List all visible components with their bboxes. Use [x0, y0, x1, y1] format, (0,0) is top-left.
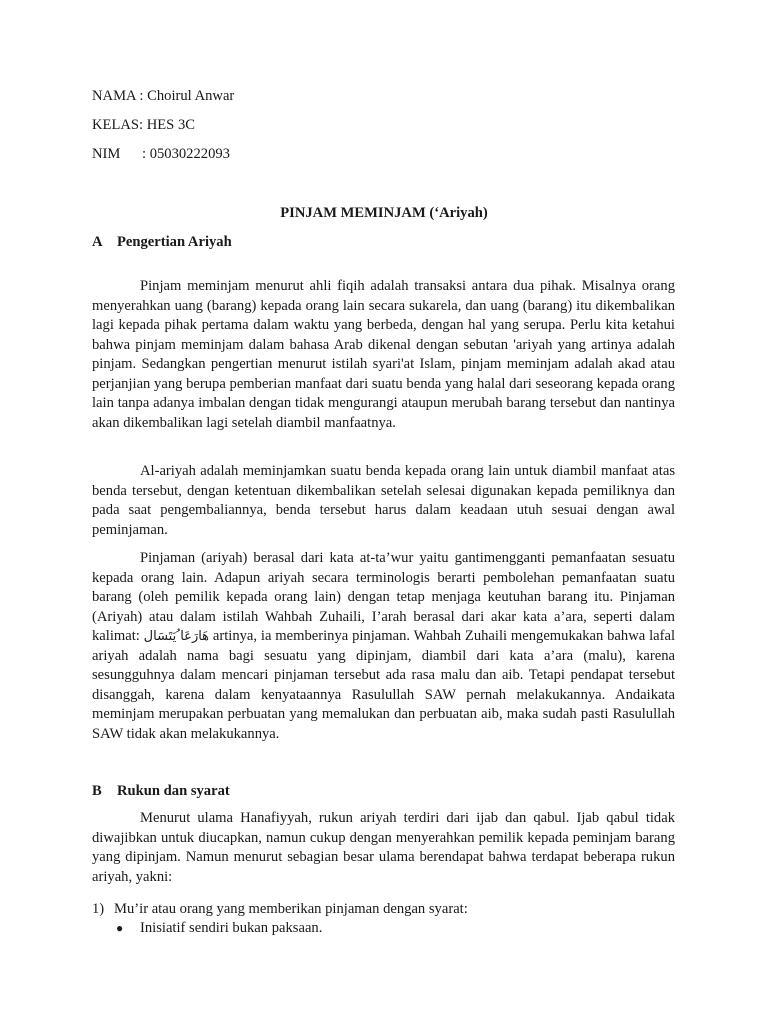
- document-title: PINJAM MEMINJAM (‘Ariyah): [280, 205, 488, 221]
- section-b-title: Rukun dan syarat: [117, 783, 230, 799]
- arabic-phrase: هَارَعَا ُيَتَسَال: [143, 629, 210, 644]
- student-nim: [92, 145, 230, 165]
- section-b-paragraph-1: Menurut ulama Hanafiyyah, rukun ariyah terdiri dari ijab dan qabul. Ijab qabul tidak diwajibkan untuk diucapkan, namun cukup dengan menyerahkan pemilik kepada peminjam barang yang dipinjam. Namun menurut sebagian besar ulama berendapat bahwa terdapat beberapa rukun ariyah, yakni:: [92, 810, 675, 885]
- section-a-letter: A: [92, 234, 103, 250]
- bullet-dot-icon: ●: [116, 921, 124, 935]
- section-a-paragraph-3: [92, 549, 675, 744]
- bullet-item: [116, 919, 322, 939]
- section-a-heading: [92, 233, 232, 253]
- student-class: KELAS: HES 3C: [92, 117, 195, 133]
- nim-value: : 05030222093: [142, 146, 230, 162]
- paragraph-3-text-end: artinya, ia memberinya pinjaman. Wahbah Zuhaili mengemukakan bahwa lafal ariyah adalah nama bagi sesuatu yang dipinjam, diambil dari kata a’ara (malu), karena sesungguhnya dalam mencari pinjaman tersebut ada rasa malu dan aib. Tetapi pendapat tersebut disanggah, karena dalam kenyataannya Rasulullah SAW pernah melakukannya. Andaikata meminjam merupakan perbuatan yang memalukan dan perbuatan aib, maka sudah pasti Rasulullah SAW tidak akan melakukannya.: [92, 628, 675, 742]
- bullet-item-text: Inisiatif sendiri bukan paksaan.: [140, 920, 323, 936]
- section-a-title: Pengertian Ariyah: [117, 234, 232, 250]
- list-item-text: Mu’ir atau orang yang memberikan pinjaman dengan syarat:: [114, 901, 468, 917]
- paragraph-3-text-start: Pinjaman (ariyah) berasal dari kata at-ta’wur yaitu gantimengganti pemanfaatan sesuatu kepada orang lain. Adapun ariyah secara terminologis berarti pembolehan pemanfaatan suatu barang (oleh pemilik kepada orang lain) dengan tetap menjaga keutuhan barang itu. Pinjaman (Ariyah) atau dalam istilah Wahbah Zuhaili, I’arah berasal dari akar kata a’ara, seperti dalam kalimat:: [92, 550, 675, 644]
- list-item-number: 1): [92, 901, 105, 917]
- list-item: [92, 900, 468, 920]
- section-b-heading: [92, 782, 230, 802]
- nim-label: NIM: [92, 146, 121, 162]
- section-b-letter: B: [92, 783, 102, 799]
- section-a-paragraph-1: Pinjam meminjam menurut ahli fiqih adalah transaksi antara dua pihak. Misalnya orang menyerahkan uang (barang) kepada orang lain secara sukarela, dan uang (barang) itu dikembalikan lagi kepada pihak pertama dalam waktu yang berbeda, dengan hal yang serupa. Perlu kita ketahui bahwa pinjam meminjam dalam bahasa Arab dikenal dengan sebutan 'ariyah yang artinya adalah pinjam. Sedangkan pengertian menurut istilah syari'at Islam, pinjam meminjam adalah akad atau perjanjian yang berupa pemberian manfaat dari suatu benda yang halal dari seseorang kepada orang lain tanpa adanya imbalan dengan tidak mengurangi ataupun merubah barang tersebut dan nantinya akan dikembalikan lagi setelah diambil manfaatnya.: [92, 278, 675, 431]
- section-a-paragraph-2: Al-ariyah adalah meminjamkan suatu benda kepada orang lain untuk diambil manfaat atas benda tersebut, dengan ketentuan dikembalikan setelah selesai digunakan kepada pemiliknya dan pada saat pengembaliannya, benda tersebut harus dalam keadaan utuh sesuai dengan awal peminjaman.: [92, 463, 675, 538]
- student-name: NAMA : Choirul Anwar: [92, 88, 235, 104]
